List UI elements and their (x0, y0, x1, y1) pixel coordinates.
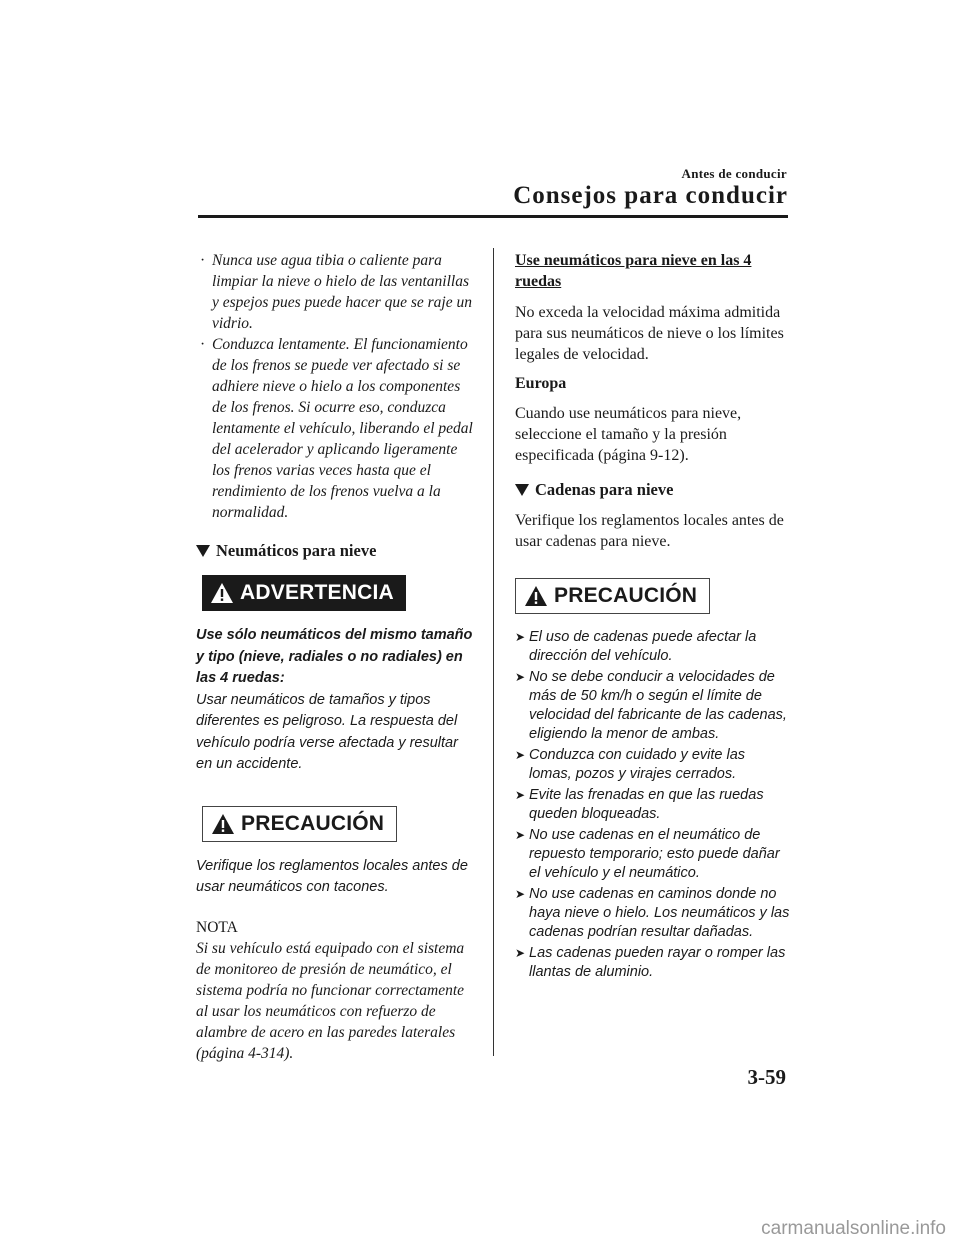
list-item (196, 250, 478, 334)
header-rule (198, 215, 788, 218)
list-item (515, 628, 790, 666)
list-item-text: No use cadenas en caminos donde no haya nieve o hielo. Los neumáticos y las cadenas podrían resultar dañadas. (529, 886, 790, 940)
page-number: 3-59 (747, 1065, 786, 1089)
arrow-bullet-icon: ➤ (515, 670, 526, 684)
list-item (515, 746, 790, 784)
region-label: Europa (515, 375, 567, 392)
chapter-title: Consejos para conducir (513, 182, 788, 209)
caution-label (515, 578, 710, 614)
warning-triangle-icon (211, 813, 235, 835)
list-item (515, 668, 790, 744)
paragraph: No exceda la velocidad máxima admitida para sus neumáticos de nieve o los límites legales de velocidad. (515, 304, 784, 363)
caution-block (515, 558, 790, 982)
list-item (515, 885, 790, 942)
list-item (515, 826, 790, 883)
note-label: NOTA (196, 918, 238, 936)
list-item (196, 334, 478, 523)
list-item-text: No se debe conducir a velocidades de más de 50 km/h o según el límite de velocidad del fabricante de las cadenas, eligiendo la menor de ambas. (529, 669, 787, 742)
arrow-bullet-icon: ➤ (515, 946, 526, 960)
bullet-icon: · (200, 336, 206, 353)
right-column (515, 250, 790, 984)
paragraph: Verifique los reglamentos locales antes de usar cadenas para nieve. (515, 512, 784, 550)
warning-triangle-icon (210, 582, 234, 604)
column-divider (493, 248, 494, 1056)
paragraph: Cuando use neumáticos para nieve, seleccione el tamaño y la presión especificada (página 9-12). (515, 405, 742, 464)
section-label: Antes de conducir (681, 166, 787, 181)
warning-bold-text: Use sólo neumáticos del mismo tamaño y tipo (nieve, radiales o no radiales) en las 4 ruedas: (196, 627, 473, 686)
list-item (515, 786, 790, 824)
warning-triangle-icon (524, 585, 548, 607)
warning-block (196, 575, 478, 776)
warning-label (202, 575, 406, 611)
heading-text: Cadenas para nieve (535, 480, 674, 499)
arrow-bullet-icon: ➤ (515, 748, 526, 762)
list-item-text: No use cadenas en el neumático de repuesto temporario; esto puede dañar el vehículo y el neumático. (529, 827, 780, 881)
caution-title: PRECAUCIÓN (554, 584, 698, 607)
bullet-icon: · (200, 252, 206, 269)
caution-title: PRECAUCIÓN (241, 811, 385, 835)
watermark[interactable]: carmanualsonline.info (761, 1218, 946, 1239)
arrow-bullet-icon: ➤ (515, 828, 526, 842)
section-heading (196, 541, 478, 561)
list-item-text: Conduzca con cuidado y evite las lomas, pozos y virajes cerrados. (529, 747, 746, 782)
section-heading (515, 480, 790, 500)
arrow-bullet-icon: ➤ (515, 630, 526, 644)
bullet-text: Conduzca lentamente. El funcionamiento de los frenos se puede ver afectado si se adhiere nieve o hielo a los componentes de los frenos. Si ocurre eso, conduzca lentamente el vehículo, liberando el pedal del acelerador y aplicando ligeramente los frenos varias veces hasta que el rendimiento de los frenos vuelva a la normalidad. (212, 336, 473, 521)
heading-text: Neumáticos para nieve (216, 541, 377, 560)
triangle-down-icon (196, 545, 210, 557)
caution-text: Verifique los reglamentos locales antes de usar neumáticos con tacones. (196, 857, 468, 895)
list-item (515, 944, 790, 982)
arrow-bullet-icon: ➤ (515, 788, 526, 802)
warning-body-text: Usar neumáticos de tamaños y tipos diferentes es peligroso. La respuesta del vehículo podría verse afectada y resultar en un accidente. (196, 691, 458, 772)
caution-list (515, 628, 790, 982)
warning-text (196, 625, 478, 776)
list-item-text: El uso de cadenas puede afectar la dirección del vehículo. (529, 629, 757, 664)
list-item-text: Evite las frenadas en que las ruedas queden bloqueadas. (529, 787, 764, 822)
caution-block (196, 786, 478, 899)
note-text: Si su vehículo está equipado con el sistema de monitoreo de presión de neumático, el sistema podría no funcionar correctamente al usar los neumáticos con refuerzo de alambre de acero en las paredes laterales (página 4-314). (196, 939, 465, 1062)
left-column (196, 250, 478, 1064)
triangle-down-icon (515, 484, 529, 496)
list-item-text: Las cadenas pueden rayar o romper las llantas de aluminio. (529, 945, 786, 980)
arrow-bullet-icon: ➤ (515, 887, 526, 901)
warning-title: ADVERTENCIA (240, 581, 394, 604)
bullet-text: Nunca use agua tibia o caliente para limpiar la nieve o hielo de las ventanillas y espejos pues puede hacer que se raje un vidrio. (212, 252, 472, 332)
subheading: Use neumáticos para nieve en las 4 ruedas (515, 252, 752, 290)
caution-label (202, 806, 397, 842)
